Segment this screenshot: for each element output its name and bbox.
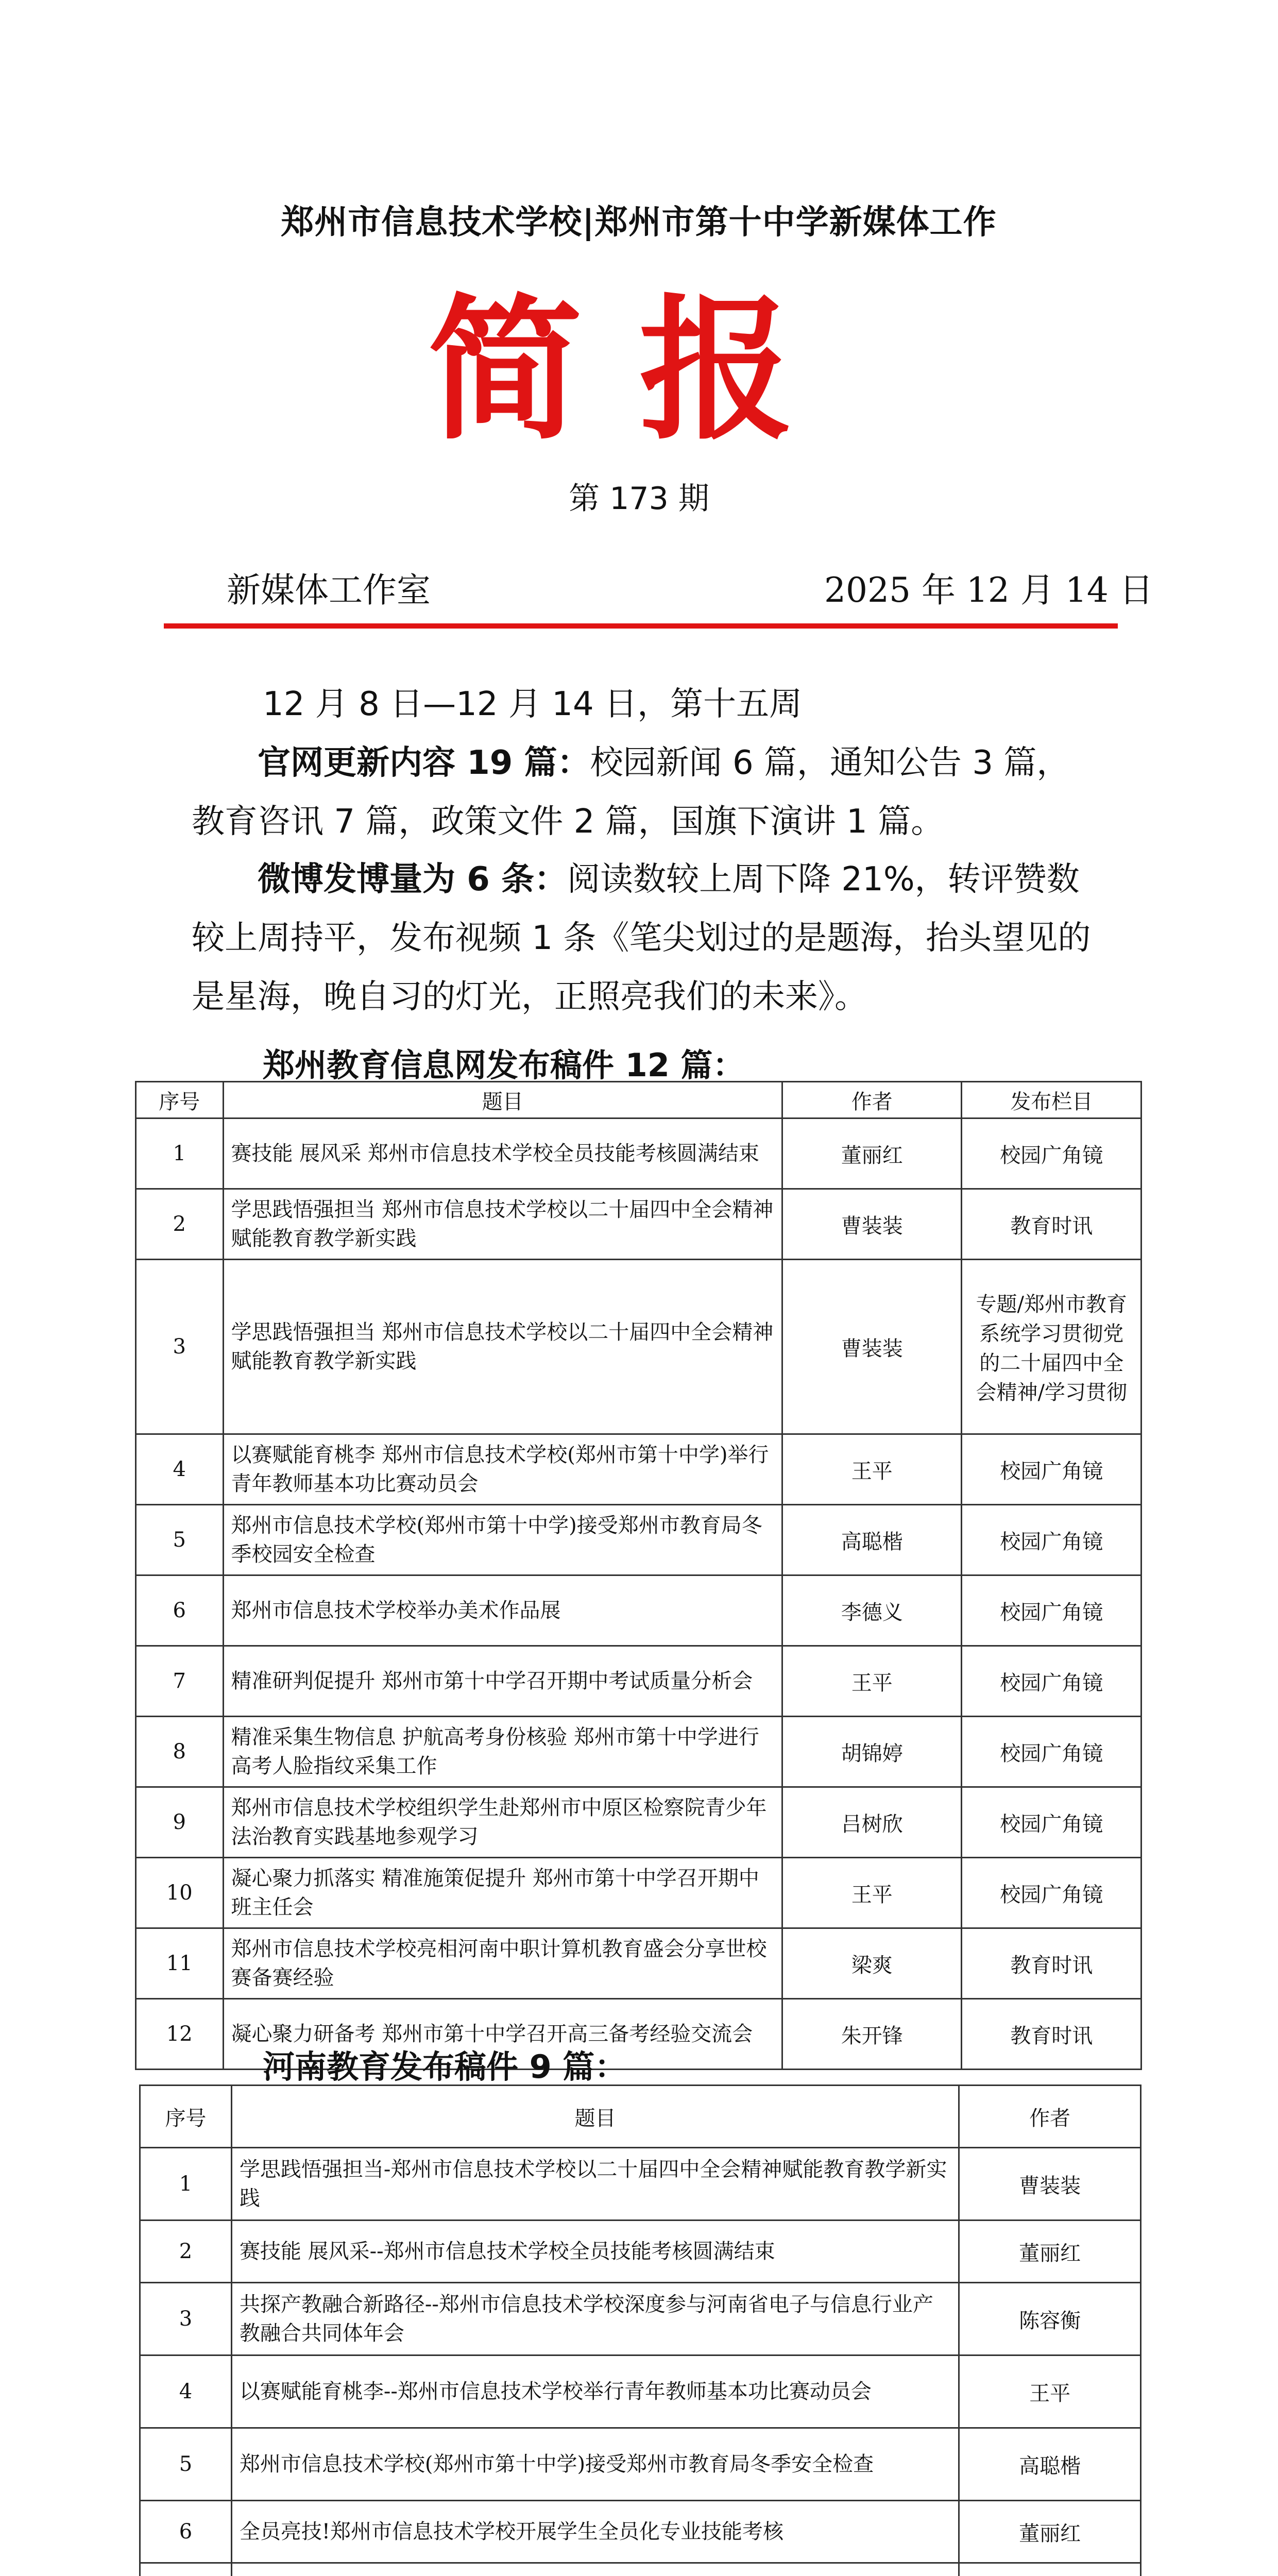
hn-row-number xyxy=(140,2563,232,2576)
hn-row-number: 3 xyxy=(140,2283,232,2355)
zz-row-column: 教育时讯 xyxy=(962,1999,1141,2070)
hn-table-row xyxy=(140,2501,1141,2563)
zz-row-author: 吕树欣 xyxy=(782,1787,961,1858)
hn-row-number: 5 xyxy=(140,2428,232,2501)
zz-row-number: 2 xyxy=(136,1189,224,1260)
hn-col-title: 题目 xyxy=(231,2086,959,2148)
zz-row-number: 8 xyxy=(136,1717,224,1787)
zz-row-number: 1 xyxy=(136,1118,224,1189)
hn-row-title: 全员亮技!郑州市信息技术学校开展学生全员化专业技能考核 xyxy=(231,2501,959,2563)
zz-row-title: 郑州市信息技术学校举办美术作品展 xyxy=(223,1575,782,1646)
zz-row-author: 梁爽 xyxy=(782,1928,961,1999)
bulletin-title: 简报 xyxy=(428,281,850,461)
hn-table-row xyxy=(140,2148,1141,2221)
zz-row-number: 7 xyxy=(136,1646,224,1717)
zz-row-title: 郑州市信息技术学校(郑州市第十中学)接受郑州市教育局冬季校园安全检查 xyxy=(223,1505,782,1575)
hn-row-title xyxy=(231,2563,959,2576)
publish-date: 2025 年 12 月 14 日 xyxy=(824,570,1153,610)
zz-row-number: 12 xyxy=(136,1999,224,2070)
zz-row-author: 曹装装 xyxy=(782,1189,961,1260)
zz-table-row xyxy=(136,1434,1141,1505)
hn-row-author: 曹装装 xyxy=(959,2148,1141,2221)
hn-row-title: 学思践悟强担当-郑州市信息技术学校以二十届四中全会精神赋能教育教学新实践 xyxy=(231,2148,959,2221)
zz-col-no: 序号 xyxy=(136,1082,224,1118)
zz-row-column: 校园广角镜 xyxy=(962,1787,1141,1858)
zz-row-title: 凝心聚力研备考 郑州市第十中学召开高三备考经验交流会 xyxy=(223,1999,782,2070)
zz-row-column: 校园广角镜 xyxy=(962,1858,1141,1928)
zz-row-author: 曹装装 xyxy=(782,1260,961,1434)
hn-section-heading: 河南教育发布稿件 9 篇： xyxy=(263,2048,627,2086)
zz-row-number: 6 xyxy=(136,1575,224,1646)
site-summary xyxy=(192,734,1098,851)
zz-row-title: 郑州市信息技术学校亮相河南中职计算机教育盛会分享世校赛备赛经验 xyxy=(223,1928,782,1999)
zz-row-column: 教育时讯 xyxy=(962,1189,1141,1260)
hn-table-row xyxy=(140,2283,1141,2355)
zz-row-title: 凝心聚力抓落实 精准施策促提升 郑州市第十中学召开期中班主任会 xyxy=(223,1858,782,1928)
zz-table-row xyxy=(136,1118,1141,1189)
zz-row-author: 高聪楷 xyxy=(782,1505,961,1575)
zz-row-title: 精准研判促提升 郑州市第十中学召开期中考试质量分析会 xyxy=(223,1646,782,1717)
zz-row-column: 校园广角镜 xyxy=(962,1717,1141,1787)
zz-row-column: 校园广角镜 xyxy=(962,1118,1141,1189)
hn-table-row xyxy=(140,2563,1141,2576)
week-range: 12 月 8 日—12 月 14 日，第十五周 xyxy=(263,685,803,723)
zz-row-title: 学思践悟强担当 郑州市信息技术学校以二十届四中全会精神赋能教育教学新实践 xyxy=(223,1189,782,1260)
zz-table xyxy=(135,1081,1142,2070)
zz-row-author: 王平 xyxy=(782,1434,961,1505)
zz-table-row xyxy=(136,1260,1141,1434)
zz-row-number: 3 xyxy=(136,1260,224,1434)
zz-row-number: 11 xyxy=(136,1928,224,1999)
zz-row-column: 专题/郑州市教育系统学习贯彻党的二十届四中全会精神/学习贯彻 xyxy=(962,1260,1141,1434)
weibo-summary-text: 阅读数较上周下降 21%，转评赞数较上周持平，发布视频 1 条《笔尖划过的是题海，抬头望见的是星海，晚自习的灯光，正照亮我们的未来》。 xyxy=(192,860,1091,1016)
zz-table-row xyxy=(136,1505,1141,1575)
hn-row-author: 高聪楷 xyxy=(959,2428,1141,2501)
hn-row-number: 2 xyxy=(140,2221,232,2283)
hn-row-author: 董丽红 xyxy=(959,2501,1141,2563)
zz-row-column: 校园广角镜 xyxy=(962,1575,1141,1646)
site-summary-text: 校园新闻 6 篇，通知公告 3 篇，教育咨讯 7 篇，政策文件 2 篇，国旗下演讲 1 篇。 xyxy=(192,744,1070,841)
hn-row-number: 4 xyxy=(140,2355,232,2428)
hn-row-title: 共探产教融合新路径--郑州市信息技术学校深度参与河南省电子与信息行业产教融合共同体年会 xyxy=(231,2283,959,2355)
zz-row-number: 4 xyxy=(136,1434,224,1505)
zz-table-row xyxy=(136,1189,1141,1260)
weibo-summary xyxy=(192,850,1098,1026)
hn-row-author xyxy=(959,2563,1141,2576)
hn-table-row xyxy=(140,2221,1141,2283)
zz-row-title: 学思践悟强担当 郑州市信息技术学校以二十届四中全会精神赋能教育教学新实践 xyxy=(223,1260,782,1434)
zz-table-row xyxy=(136,1646,1141,1717)
zz-row-number: 10 xyxy=(136,1858,224,1928)
office-name: 新媒体工作室 xyxy=(227,570,431,610)
zz-col-column: 发布栏目 xyxy=(962,1082,1141,1118)
zz-table-row xyxy=(136,1787,1141,1858)
zz-table-row xyxy=(136,1575,1141,1646)
hn-col-author: 作者 xyxy=(959,2086,1141,2148)
zz-row-number: 5 xyxy=(136,1505,224,1575)
zz-row-column: 校园广角镜 xyxy=(962,1505,1141,1575)
zz-row-title: 郑州市信息技术学校组织学生赴郑州市中原区检察院青少年法治教育实践基地参观学习 xyxy=(223,1787,782,1858)
zz-row-column: 校园广角镜 xyxy=(962,1646,1141,1717)
issue-number: 第 173 期 xyxy=(569,481,709,517)
zz-row-number: 9 xyxy=(136,1787,224,1858)
zz-table-row xyxy=(136,1928,1141,1999)
hn-row-number: 1 xyxy=(140,2148,232,2221)
org-header: 郑州市信息技术学校|郑州市第十中学新媒体工作 xyxy=(281,204,997,242)
hn-col-no: 序号 xyxy=(140,2086,232,2148)
zz-row-author: 王平 xyxy=(782,1646,961,1717)
hn-table-row xyxy=(140,2355,1141,2428)
zz-row-author: 王平 xyxy=(782,1858,961,1928)
zz-table-row xyxy=(136,1717,1141,1787)
zz-section-heading: 郑州教育信息网发布稿件 12 篇： xyxy=(263,1046,745,1084)
zz-col-title: 题目 xyxy=(223,1082,782,1118)
hn-row-title: 以赛赋能育桃李--郑州市信息技术学校举行青年教师基本功比赛动员会 xyxy=(231,2355,959,2428)
zz-row-column: 校园广角镜 xyxy=(962,1434,1141,1505)
zz-row-author: 胡锦婷 xyxy=(782,1717,961,1787)
zz-row-title: 精准采集生物信息 护航高考身份核验 郑州市第十中学进行高考人脸指纹采集工作 xyxy=(223,1717,782,1787)
hn-row-author: 董丽红 xyxy=(959,2221,1141,2283)
zz-col-author: 作者 xyxy=(782,1082,961,1118)
zz-row-author: 李德义 xyxy=(782,1575,961,1646)
zz-table-row xyxy=(136,1858,1141,1928)
zz-row-column: 教育时讯 xyxy=(962,1928,1141,1999)
hn-row-author: 陈容衡 xyxy=(959,2283,1141,2355)
zz-row-title: 以赛赋能育桃李 郑州市信息技术学校(郑州市第十中学)举行青年教师基本功比赛动员会 xyxy=(223,1434,782,1505)
zz-row-author: 董丽红 xyxy=(782,1118,961,1189)
hn-row-title: 郑州市信息技术学校(郑州市第十中学)接受郑州市教育局冬季安全检查 xyxy=(231,2428,959,2501)
zz-row-title: 赛技能 展风采 郑州市信息技术学校全员技能考核圆满结束 xyxy=(223,1118,782,1189)
weibo-summary-lead: 微博发博量为 6 条： xyxy=(258,860,568,899)
hn-table-row xyxy=(140,2428,1141,2501)
hn-row-number: 6 xyxy=(140,2501,232,2563)
zz-row-author: 朱开锋 xyxy=(782,1999,961,2070)
hn-row-author: 王平 xyxy=(959,2355,1141,2428)
site-summary-lead: 官网更新内容 19 篇： xyxy=(258,744,590,782)
hn-table xyxy=(139,2084,1141,2576)
hn-row-title: 赛技能 展风采--郑州市信息技术学校全员技能考核圆满结束 xyxy=(231,2221,959,2283)
red-divider xyxy=(164,623,1118,629)
